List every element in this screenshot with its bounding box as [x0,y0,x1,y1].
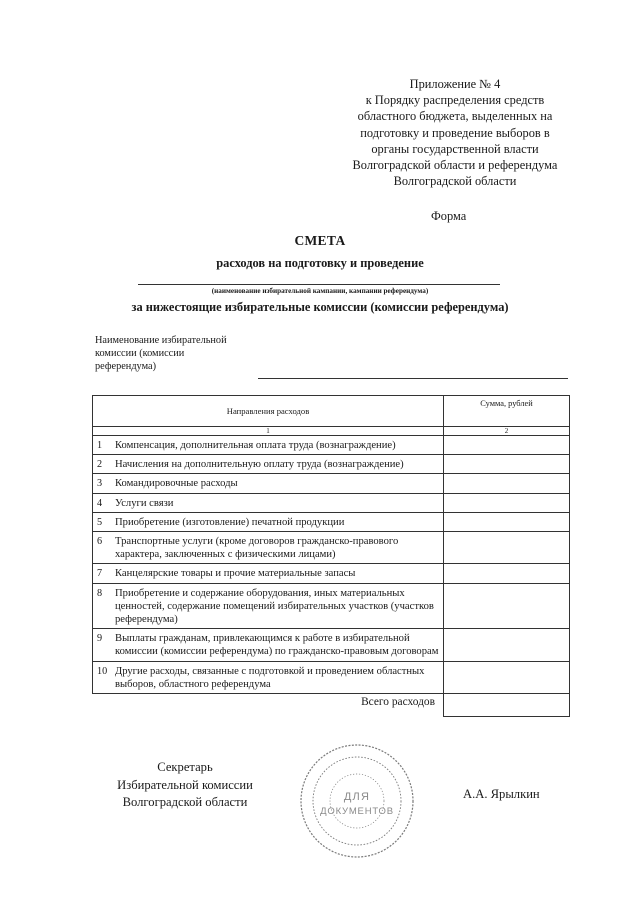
expense-item [93,629,444,661]
sum-cell[interactable] [444,564,570,583]
table-header-row [93,396,570,427]
campaign-caption: (наименование избирательной кампании, кампании референдума) [211,287,429,295]
commission-name-line[interactable] [258,378,568,379]
appendix-line: Волгоградской области и референдума [352,158,558,173]
expense-item [93,455,444,474]
row-text: Приобретение и содержание оборудования, иных материальных ценностей, содержание помещений избирательных участков (участков референдума) [115,587,434,626]
row-text: Транспортные услуги (кроме договоров гражданско-правового характера, заключенных с физическими лицами) [115,536,399,561]
campaign-name-line[interactable] [138,284,500,285]
row-number: 8 [97,587,103,599]
table-row [93,629,570,661]
expense-item [93,661,444,693]
stamp-text-bottom: ДОКУМЕНТОВ [320,806,394,817]
expense-item [93,532,444,564]
appendix-line: к Порядку распределения средств [365,93,545,108]
commission-name-label: Наименование избирательной комиссии (комиссии референдума) [95,335,227,372]
table-row [93,493,570,512]
header-sum: Сумма, рублей [444,396,570,427]
row-number: 1 [97,440,103,451]
total-row [93,694,570,717]
expense-item [93,564,444,583]
sum-cell[interactable] [444,629,570,661]
row-number: 3 [97,478,103,490]
sum-cell[interactable] [444,455,570,474]
secretary-line: Секретарь [157,760,213,774]
row-text: Командировочные расходы [115,478,238,490]
row-number: 7 [97,568,103,580]
sum-cell[interactable] [444,493,570,512]
column-number-row [93,427,570,436]
sum-cell[interactable] [444,661,570,693]
row-number: 9 [97,633,103,645]
row-text: Приобретение (изготовление) печатной продукции [115,516,345,528]
expense-item [93,436,444,455]
appendix-line: органы государственной власти [371,141,539,156]
table-row [93,564,570,583]
row-text: Начисления на дополнительную оплату труда (вознаграждение) [115,459,404,471]
row-number: 5 [97,516,103,528]
expense-item [93,474,444,493]
secretary-block [95,759,275,812]
sum-cell[interactable] [444,436,570,455]
table-row [93,532,570,564]
sum-cell[interactable] [444,474,570,493]
column-number: 1 [93,427,444,436]
document-title: СМЕТА [294,233,346,248]
sum-cell[interactable] [444,532,570,564]
sum-cell[interactable] [444,583,570,629]
total-label: Всего расходов [361,696,435,709]
secretary-line: Волгоградской области [122,795,248,809]
row-text: Компенсация, дополнительная оплата труда (вознаграждение) [115,440,396,451]
row-number: 10 [97,665,108,677]
budget-table [92,395,570,717]
expense-item [93,512,444,531]
row-number: 2 [97,459,103,471]
form-label: Форма [431,209,467,223]
table-row [93,474,570,493]
appendix-line: Приложение № 4 [409,77,501,91]
appendix-line: областного бюджета, выделенных на [357,109,553,124]
expense-item [93,493,444,512]
table-row [93,455,570,474]
column-number: 2 [444,427,570,436]
appendix-line: Волгоградской области [393,174,517,189]
table-row [93,661,570,693]
table-row [93,436,570,455]
official-stamp [298,742,416,860]
row-text: Канцелярские товары и прочие материальные запасы [115,568,356,580]
appendix-note [340,76,570,189]
row-number: 6 [97,536,103,548]
secretary-line: Избирательной комиссии [117,777,253,792]
table-row [93,583,570,629]
table-row [93,512,570,531]
row-number: 4 [97,497,103,509]
row-text: Услуги связи [115,497,174,509]
expense-item [93,583,444,629]
sum-cell[interactable] [444,512,570,531]
document-subtitle: расходов на подготовку и проведение [216,256,424,270]
appendix-line: подготовку и проведение выборов в [360,125,550,140]
signer-name: А.А. Ярылкин [463,787,540,801]
row-text: Другие расходы, связанные с подготовкой и проведением областных выборов, областного референдума [115,665,425,690]
header-direction: Направления расходов [93,396,444,427]
commission-heading: за нижестоящие избирательные комиссии (комиссии референдума) [131,300,509,314]
total-sum-cell[interactable] [444,694,570,717]
stamp-text-top: ДЛЯ [343,791,371,803]
row-text: Выплаты гражданам, привлекающимся к работе в избирательной комиссии (комиссии референдума) по гражданско-правовым договорам [115,633,439,658]
